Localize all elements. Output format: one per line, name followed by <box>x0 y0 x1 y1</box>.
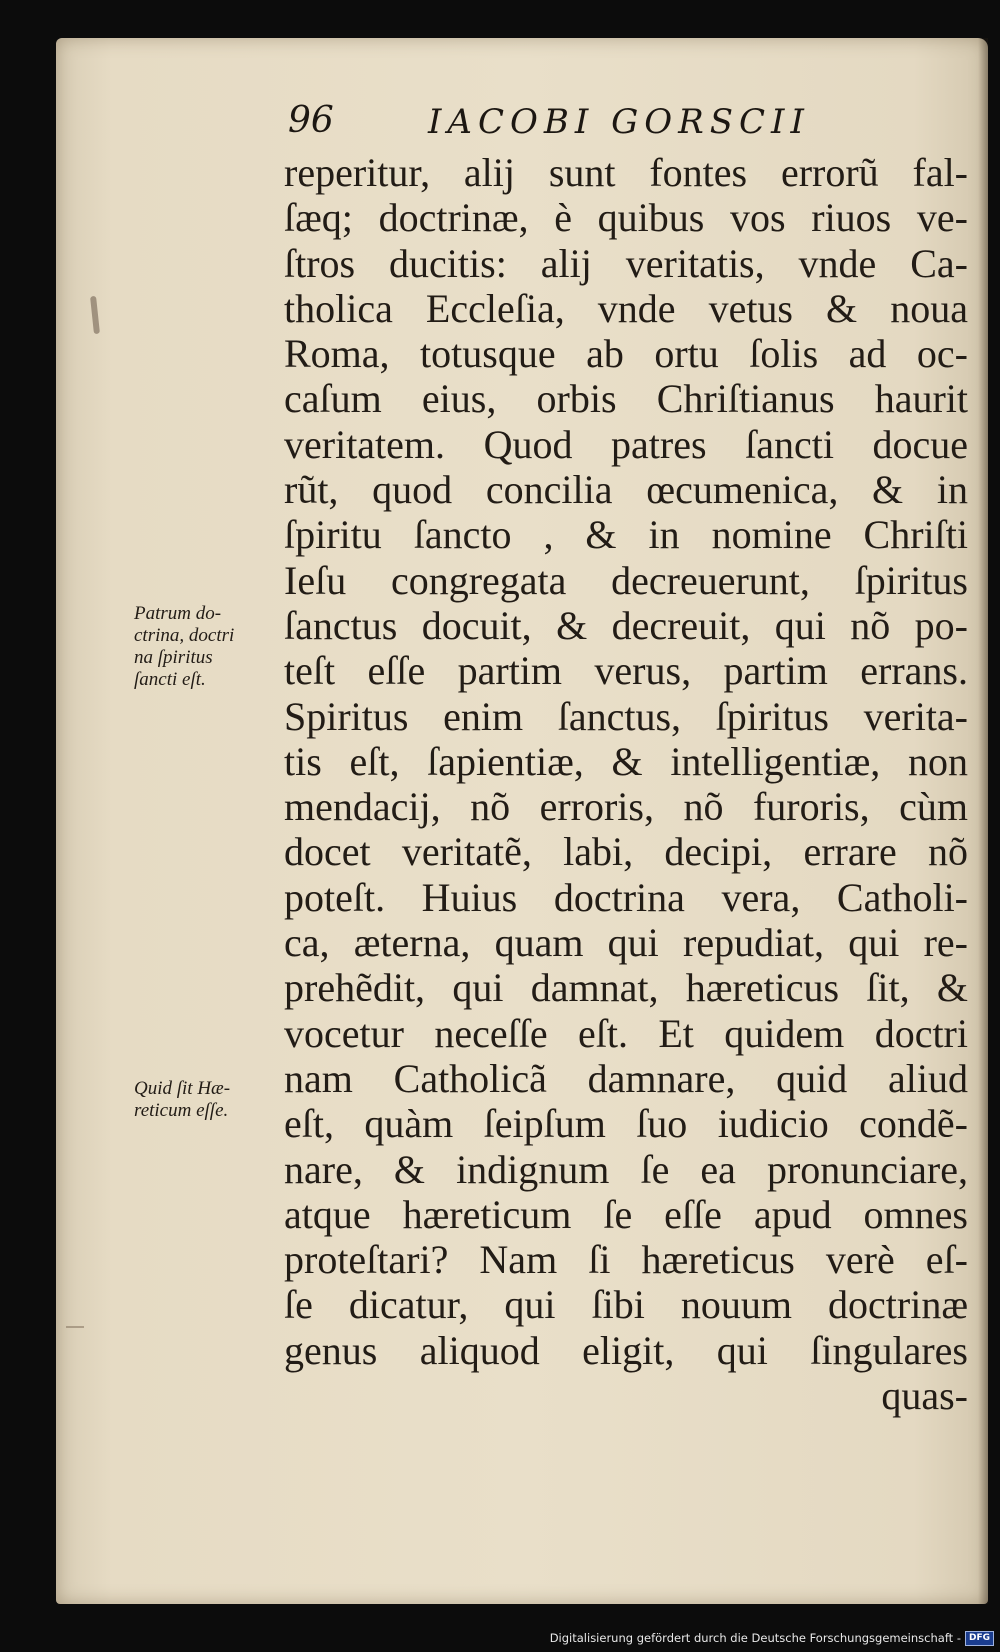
text-line: teſt eſſe partim verus, partim errans. <box>284 648 968 694</box>
text-line: tis eſt, ſapientiæ, & intelligentiæ, non <box>284 738 968 784</box>
text-line: genus aliquod eligit, qui ſingulares <box>284 1327 968 1373</box>
text-line: ſæq; doctrinæ, è quibus vos riuos ve- <box>284 195 968 241</box>
margin-pencil-mark <box>66 1326 84 1328</box>
book-page <box>56 38 988 1604</box>
catchword: quas- <box>881 1373 968 1419</box>
text-line: tholica Eccleſia, vnde vetus & noua <box>284 285 968 331</box>
dfg-logo: DFG <box>965 1631 994 1646</box>
text-line: Spiritus enim ſanctus, ſpiritus verita- <box>284 693 968 739</box>
text-line: docet veritatẽ, labi, decipi, errare nõ <box>284 829 968 875</box>
text-line: eſt, quàm ſeipſum ſuo iudicio condẽ- <box>284 1101 968 1147</box>
page-edge-shadow <box>978 38 988 1604</box>
text-line: ſpiritu ſancto , & in nomine Chriſti <box>284 512 968 558</box>
margin-note-line: Quid ſit Hæ- <box>134 1078 231 1099</box>
page-number: 96 <box>288 100 334 141</box>
text-line: ſanctus docuit, & decreuit, qui nõ po- <box>284 602 968 648</box>
text-line: proteſtari? Nam ſi hæreticus verè eſ- <box>284 1237 968 1283</box>
text-line: rũt, quod concilia œcumenica, & in <box>284 467 968 513</box>
text-line: nare, & indignum ſe ea pronunciare, <box>284 1146 968 1192</box>
text-line: atque hæreticum ſe eſſe apud omnes <box>284 1191 968 1237</box>
margin-note-line: reticum eſſe. <box>134 1100 229 1121</box>
margin-note <box>134 603 270 691</box>
body-text <box>284 150 968 1418</box>
margin-note-line: Patrum do- <box>134 603 222 624</box>
text-line: Roma, totusque ab ortu ſolis ad oc- <box>284 331 968 377</box>
text-line: caſum eius, orbis Chriſtianus haurit <box>284 376 968 422</box>
margin-ink-mark <box>90 296 100 334</box>
text-line: ſe dicatur, qui ſibi nouum doctrinæ <box>284 1282 968 1328</box>
margin-note-line: ſancti eſt. <box>134 669 206 690</box>
text-line: reperitur, alij sunt fontes errorũ fal- <box>284 150 968 195</box>
margin-note-line: ctrina, doctri <box>134 625 235 646</box>
text-line: nam Catholicã damnare, quid aliud <box>284 1055 968 1101</box>
credit-text: Digitalisierung gefördert durch die Deutsche Forschungsgemeinschaft - <box>549 1631 961 1645</box>
text-line: veritatem. Quod patres ſancti docue <box>284 421 968 467</box>
margin-note <box>134 1078 270 1122</box>
text-line: prehẽdit, qui damnat, hæreticus ſit, & <box>284 965 968 1011</box>
text-line: poteſt. Huius doctrina vera, Catholi- <box>284 874 968 920</box>
page-header <box>56 100 988 148</box>
margin-note-line: na ſpiritus <box>134 647 213 668</box>
running-head: IACOBI GORSCII <box>428 102 810 142</box>
digitization-credit <box>550 1630 994 1646</box>
text-line: Ieſu congregata decreuerunt, ſpiritus <box>284 557 968 603</box>
text-line: ca, æterna, quam qui repudiat, qui re- <box>284 920 968 966</box>
text-line: mendacij, nõ erroris, nõ furoris, cùm <box>284 784 968 830</box>
text-line: vocetur neceſſe eſt. Et quidem doctri <box>284 1010 968 1056</box>
text-line: ſtros ducitis: alij veritatis, vnde Ca- <box>284 240 968 286</box>
